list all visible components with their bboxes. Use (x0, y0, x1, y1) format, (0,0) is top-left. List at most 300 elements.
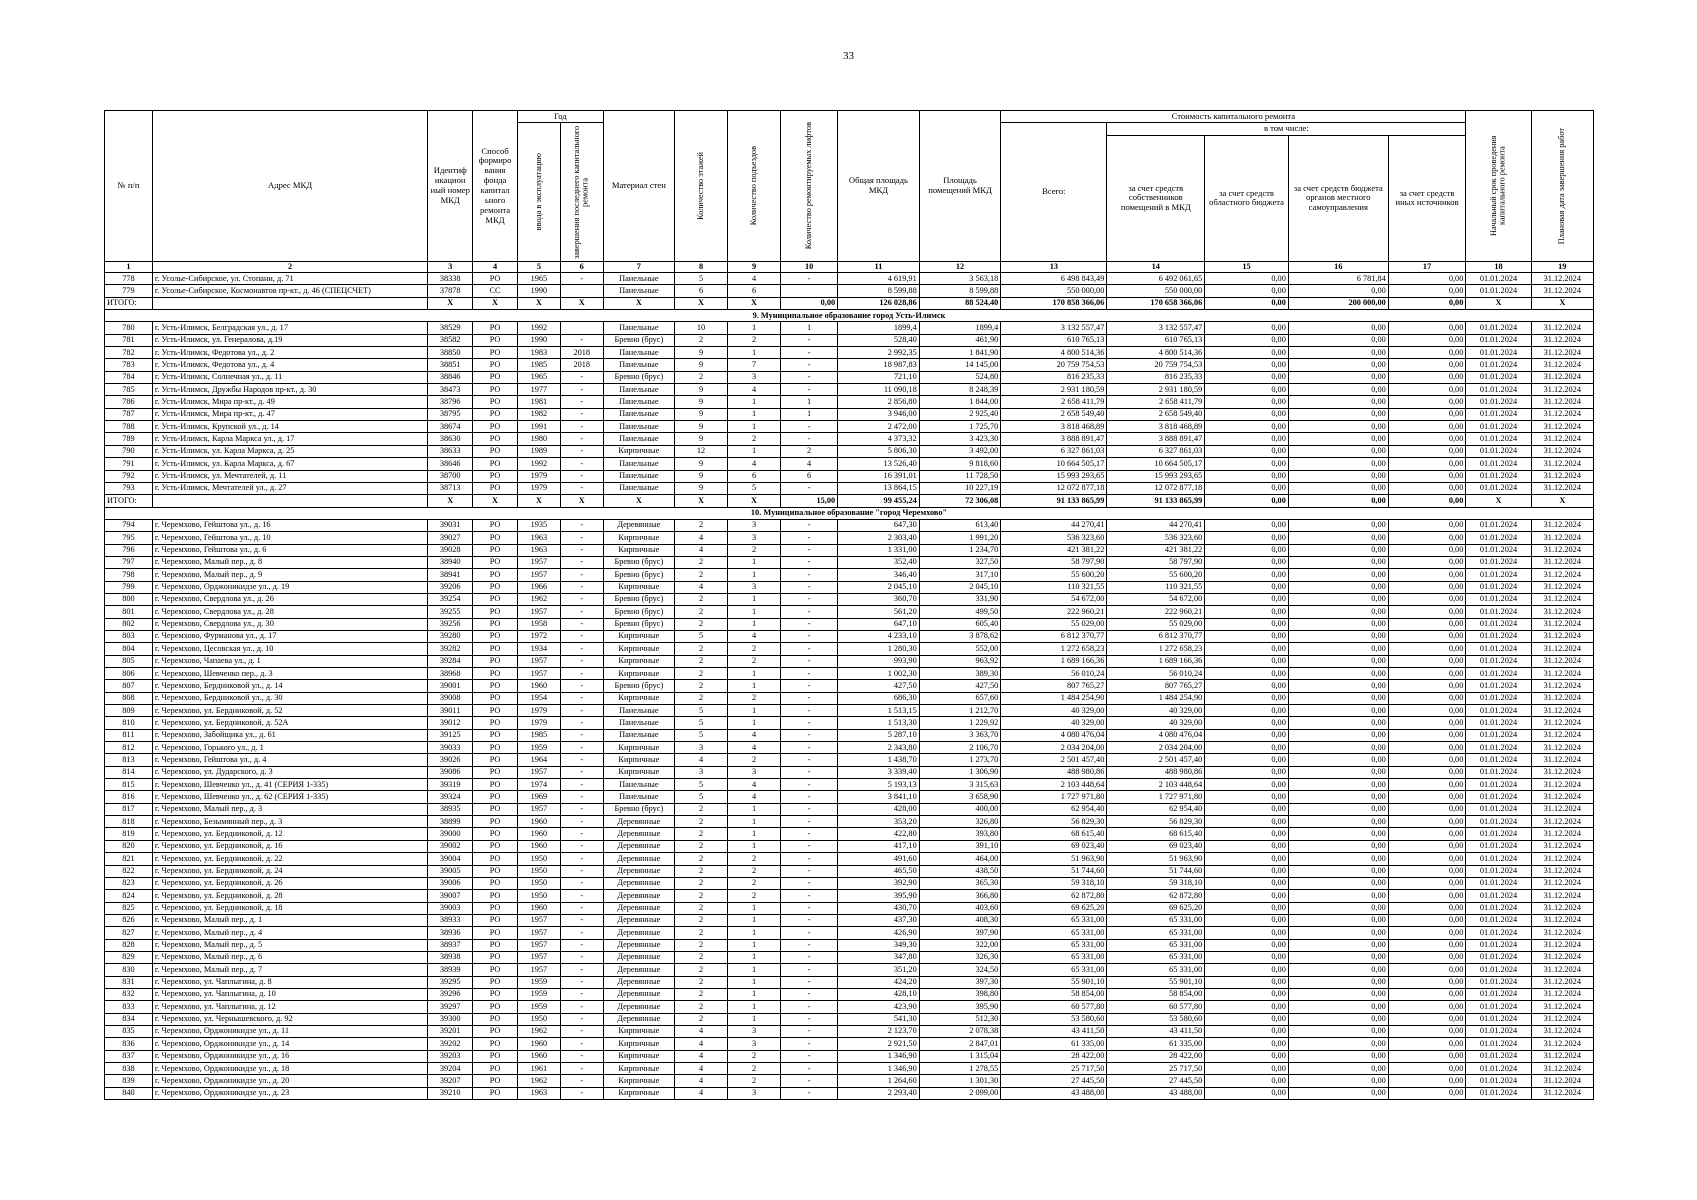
table-cell: 3 423,30 (919, 433, 1001, 445)
table-cell: 1934 (517, 643, 560, 655)
table-cell: РО (473, 421, 518, 433)
table-cell: 2 (675, 988, 728, 1000)
table-cell: РО (473, 988, 518, 1000)
table-cell: 31.12.2024 (1531, 853, 1593, 865)
table-cell: 2 343,80 (838, 742, 920, 754)
table-cell: РО (473, 1050, 518, 1062)
table-cell: 31.12.2024 (1531, 939, 1593, 951)
table-cell: 31.12.2024 (1531, 976, 1593, 988)
address-cell: г. Черемхово, Свердлова ул., д. 28 (152, 606, 427, 618)
table-cell: 31.12.2024 (1531, 532, 1593, 544)
column-number: 11 (838, 262, 920, 273)
table-row (105, 853, 1594, 865)
table-cell: 1991 (517, 421, 560, 433)
table-cell: 4 (675, 1087, 728, 1099)
table-row (105, 951, 1594, 963)
table-cell: 1972 (517, 630, 560, 642)
total-cell: 91 133 865,99 (1107, 495, 1205, 507)
table-cell: 01.01.2024 (1466, 951, 1531, 963)
table-cell: Деревянные (603, 902, 674, 914)
table-cell: 31.12.2024 (1531, 729, 1593, 741)
table-cell: 1950 (517, 877, 560, 889)
table-cell: 13 864,15 (838, 482, 920, 494)
address-cell: г. Усть-Илимск, Федотова ул., д. 2 (152, 347, 427, 359)
table-cell: - (781, 717, 838, 729)
table-cell: - (781, 951, 838, 963)
table-cell: 1 272 658,23 (1001, 643, 1107, 655)
table-cell: Бревно (брус) (603, 556, 674, 568)
table-cell: 0,00 (1388, 556, 1466, 568)
table-cell: 0,00 (1388, 285, 1466, 297)
table-cell: 39007 (428, 890, 473, 902)
table-cell: 44 270,41 (1001, 519, 1107, 531)
total-cell: 0,00 (1288, 495, 1388, 507)
table-cell: 0,00 (1288, 322, 1388, 334)
table-cell: - (560, 853, 603, 865)
table-cell: - (560, 865, 603, 877)
address-cell: г. Черемхово, ул. Дударского, д. 3 (152, 766, 427, 778)
table-cell: 43 488,00 (1001, 1087, 1107, 1099)
table-cell: 5 (675, 705, 728, 717)
table-cell: 813 (105, 754, 153, 766)
table-cell: 39008 (428, 692, 473, 704)
table-cell: 14 145,00 (919, 359, 1001, 371)
table-cell: 39004 (428, 853, 473, 865)
table-cell: Панельные (603, 779, 674, 791)
table-cell: 2 658 549,40 (1107, 408, 1205, 420)
table-cell: 1981 (517, 396, 560, 408)
table-cell: 01.01.2024 (1466, 1025, 1531, 1037)
table-cell: 1979 (517, 705, 560, 717)
table-cell: 39204 (428, 1063, 473, 1075)
address-cell: г. Черемхово, Бердниковой ул., д. 30 (152, 692, 427, 704)
column-number: 2 (152, 262, 427, 273)
table-cell: 647,10 (838, 618, 920, 630)
table-cell: 398,80 (919, 988, 1001, 1000)
table-cell: Панельные (603, 729, 674, 741)
table-cell: Кирпичные (603, 445, 674, 457)
table-cell: 39000 (428, 828, 473, 840)
table-row (105, 976, 1594, 988)
header-col-12: Площадь помещений МКД (919, 111, 1001, 262)
table-cell: 1979 (517, 470, 560, 482)
table-cell: 3 132 557,47 (1001, 322, 1107, 334)
address-cell: г. Усть-Илимск, ул. Мечтателей, д. 11 (152, 470, 427, 482)
table-row (105, 569, 1594, 581)
table-cell: 0,00 (1288, 396, 1388, 408)
table-cell: 31.12.2024 (1531, 519, 1593, 531)
table-cell: 0,00 (1205, 877, 1289, 889)
table-cell: Панельные (603, 408, 674, 420)
table-cell: 38633 (428, 445, 473, 457)
table-cell: 0,00 (1288, 754, 1388, 766)
table-cell: 9 (675, 347, 728, 359)
table-cell: 0,00 (1205, 347, 1289, 359)
total-cell: Х (728, 495, 781, 507)
table-cell: Панельные (603, 791, 674, 803)
table-cell: 461,90 (919, 334, 1001, 346)
total-cell: 126 028,86 (838, 297, 920, 309)
table-cell: Бревно (брус) (603, 618, 674, 630)
table-cell: 1957 (517, 655, 560, 667)
table-cell: - (781, 865, 838, 877)
table-cell: 0,00 (1388, 445, 1466, 457)
table-cell: 0,00 (1288, 692, 1388, 704)
table-cell: 01.01.2024 (1466, 1075, 1531, 1087)
table-cell: 647,30 (838, 519, 920, 531)
table-cell: 1 689 166,36 (1107, 655, 1205, 667)
table-cell: - (781, 482, 838, 494)
table-cell: 40 329,00 (1001, 705, 1107, 717)
table-cell: - (781, 593, 838, 605)
table-cell: 3 339,40 (838, 766, 920, 778)
table-cell: 1 (728, 927, 781, 939)
table-cell: - (560, 828, 603, 840)
table-cell: 0,00 (1205, 408, 1289, 420)
table-cell: 31.12.2024 (1531, 569, 1593, 581)
table-cell: - (781, 1001, 838, 1013)
table-cell: 1 841,90 (919, 347, 1001, 359)
table-cell: Панельные (603, 717, 674, 729)
table-cell: 2 (675, 964, 728, 976)
table-cell: 39031 (428, 519, 473, 531)
table-row (105, 421, 1594, 433)
table-row (105, 680, 1594, 692)
table-cell: 0,00 (1288, 285, 1388, 297)
table-cell: 1 (781, 322, 838, 334)
table-cell: - (560, 927, 603, 939)
column-number: 10 (781, 262, 838, 273)
table-cell: 2 (675, 877, 728, 889)
table-cell: 56 010,24 (1001, 668, 1107, 680)
table-cell: РО (473, 840, 518, 852)
table-cell: 01.01.2024 (1466, 877, 1531, 889)
table-cell: Бревно (брус) (603, 593, 674, 605)
table-cell: 1957 (517, 951, 560, 963)
table-cell: 2 (675, 655, 728, 667)
table-cell: 1 (728, 988, 781, 1000)
table-cell: 1957 (517, 939, 560, 951)
table-cell: 12 072 877,18 (1001, 482, 1107, 494)
table-cell: 829 (105, 951, 153, 963)
table-cell: 0,00 (1388, 1087, 1466, 1099)
table-cell: - (560, 606, 603, 618)
table-cell: 2 106,70 (919, 742, 1001, 754)
table-cell: 31.12.2024 (1531, 914, 1593, 926)
table-cell: 0,00 (1205, 988, 1289, 1000)
table-cell: 1959 (517, 988, 560, 1000)
table-cell: 324,50 (919, 964, 1001, 976)
total-cell: Х (603, 495, 674, 507)
table-cell: 27 445,50 (1001, 1075, 1107, 1087)
table-cell: 6 812 370,77 (1107, 630, 1205, 642)
table-cell: 54 672,00 (1107, 593, 1205, 605)
table-cell: 0,00 (1205, 322, 1289, 334)
table-row (105, 1050, 1594, 1062)
total-cell: Х (603, 297, 674, 309)
table-cell: 31.12.2024 (1531, 1038, 1593, 1050)
table-cell: - (781, 791, 838, 803)
section-row (105, 310, 1594, 322)
table-cell: 2 472,00 (838, 421, 920, 433)
table-cell: - (781, 421, 838, 433)
address-cell: г. Черемхово, Цесовская ул., д. 10 (152, 643, 427, 655)
address-cell: г. Черемхово, Малый пер., д. 3 (152, 803, 427, 815)
table-cell: РО (473, 643, 518, 655)
table-cell: 0,00 (1205, 445, 1289, 457)
table-cell: 488 980,86 (1001, 766, 1107, 778)
table-cell: 11 728,50 (919, 470, 1001, 482)
table-cell: 0,00 (1388, 717, 1466, 729)
table-cell: 3 563,18 (919, 273, 1001, 285)
table-cell: 61 335,00 (1107, 1038, 1205, 1050)
table-cell: 3 878,62 (919, 630, 1001, 642)
table-cell: 0,00 (1388, 705, 1466, 717)
table-cell: 815 (105, 779, 153, 791)
table-cell: 423,90 (838, 1001, 920, 1013)
table-cell: 1963 (517, 1087, 560, 1099)
table-cell: 39296 (428, 988, 473, 1000)
table-cell: 4 (728, 729, 781, 741)
table-cell: 1960 (517, 840, 560, 852)
address-cell: г. Черемхово, ул. Бердниковой, д. 22 (152, 853, 427, 865)
table-cell: 4 619,91 (838, 273, 920, 285)
header-col-1: № п/п (105, 111, 153, 262)
table-cell: 1982 (517, 408, 560, 420)
table-cell: 3 818 468,89 (1107, 421, 1205, 433)
table-cell: 65 331,00 (1001, 927, 1107, 939)
column-number: 6 (560, 262, 603, 273)
table-cell: 0,00 (1288, 470, 1388, 482)
table-cell: 0,00 (1205, 840, 1289, 852)
table-cell: 1 331,00 (838, 544, 920, 556)
header-col-19: Плановая дата завершения работ (1531, 111, 1593, 262)
table-cell: 0,00 (1288, 803, 1388, 815)
address-cell: г. Черемхово, ул. Чаплыгина, д. 8 (152, 976, 427, 988)
table-cell: - (781, 668, 838, 680)
table-cell: 28 422,00 (1001, 1050, 1107, 1062)
table-cell: 222 960,21 (1107, 606, 1205, 618)
table-cell: 2 856,80 (838, 396, 920, 408)
table-cell: 0,00 (1205, 1050, 1289, 1062)
table-row (105, 1087, 1594, 1099)
table-cell: 1963 (517, 532, 560, 544)
table-cell: 2 (728, 655, 781, 667)
table-cell: - (560, 421, 603, 433)
table-cell: 832 (105, 988, 153, 1000)
table-cell: - (781, 433, 838, 445)
table-cell: - (781, 1087, 838, 1099)
table-cell: 2 (675, 569, 728, 581)
table-cell: 31.12.2024 (1531, 359, 1593, 371)
total-cell: 0,00 (781, 297, 838, 309)
address-cell: г. Черемхово, ул. Чаплыгина, д. 10 (152, 988, 427, 1000)
table-cell: 44 270,41 (1107, 519, 1205, 531)
table-cell: - (560, 964, 603, 976)
table-cell: - (781, 359, 838, 371)
table-cell: 38899 (428, 816, 473, 828)
table-cell: 0,00 (1288, 680, 1388, 692)
table-cell: 826 (105, 914, 153, 926)
total-cell: 170 658 366,06 (1107, 297, 1205, 309)
table-cell: - (560, 408, 603, 420)
table-cell: 31.12.2024 (1531, 1050, 1593, 1062)
table-cell: 01.01.2024 (1466, 569, 1531, 581)
table-cell: 331,90 (919, 593, 1001, 605)
table-cell: - (560, 384, 603, 396)
table-cell: РО (473, 569, 518, 581)
table-cell: 1 484 254,90 (1001, 692, 1107, 704)
table-cell: Кирпичные (603, 532, 674, 544)
address-cell: г. Черемхово, Чапаева ул., д. 1 (152, 655, 427, 667)
table-cell: 421 381,22 (1107, 544, 1205, 556)
table-cell: 18 987,83 (838, 359, 920, 371)
header-col-7: Материал стен (603, 111, 674, 262)
table-cell: РО (473, 754, 518, 766)
table-cell: 0,00 (1288, 742, 1388, 754)
table-cell: РО (473, 779, 518, 791)
table-cell: - (781, 988, 838, 1000)
table-cell: 2 (675, 902, 728, 914)
table-cell: 1 (728, 840, 781, 852)
table-cell: 5 193,13 (838, 779, 920, 791)
total-cell: Х (1466, 297, 1531, 309)
table-cell: 6 (728, 285, 781, 297)
table-cell: 403,60 (919, 902, 1001, 914)
total-cell: 88 524,40 (919, 297, 1001, 309)
table-cell: 0,00 (1288, 359, 1388, 371)
table-cell: 31.12.2024 (1531, 347, 1593, 359)
table-cell: Бревно (брус) (603, 569, 674, 581)
table-cell: 01.01.2024 (1466, 742, 1531, 754)
table-cell: - (560, 766, 603, 778)
table-cell: 465,50 (838, 865, 920, 877)
table-cell: 778 (105, 273, 153, 285)
table-cell: 55 029,00 (1001, 618, 1107, 630)
table-cell: 2 103 448,64 (1001, 779, 1107, 791)
table-cell: 326,30 (919, 951, 1001, 963)
table-cell: 1950 (517, 865, 560, 877)
table-cell: 807 765,27 (1001, 680, 1107, 692)
table-cell: 4 (728, 779, 781, 791)
table-cell: 0,00 (1388, 322, 1466, 334)
table-cell: 421 381,22 (1001, 544, 1107, 556)
table-cell: 65 331,00 (1001, 939, 1107, 951)
table-cell: 2 (728, 853, 781, 865)
table-cell: 01.01.2024 (1466, 655, 1531, 667)
table-cell: РО (473, 630, 518, 642)
table-cell: 15 993 293,65 (1107, 470, 1205, 482)
table-cell: 0,00 (1288, 556, 1388, 568)
table-cell: Панельные (603, 285, 674, 297)
table-cell: - (560, 803, 603, 815)
table-cell: 60 577,80 (1107, 1001, 1205, 1013)
table-cell: 3 841,10 (838, 791, 920, 803)
table-cell: 39295 (428, 976, 473, 988)
table-cell: - (560, 519, 603, 531)
table-cell: 8 599,88 (919, 285, 1001, 297)
table-cell: 830 (105, 964, 153, 976)
table-cell: 536 323,60 (1001, 532, 1107, 544)
table-cell: 426,90 (838, 927, 920, 939)
table-cell: 01.01.2024 (1466, 717, 1531, 729)
table-cell: - (781, 742, 838, 754)
address-cell: г. Черемхово, Забойщика ул., д. 61 (152, 729, 427, 741)
table-cell: 7 (728, 359, 781, 371)
table-cell: 2 (728, 1075, 781, 1087)
table-cell: 4 080 476,04 (1107, 729, 1205, 741)
table-cell: 31.12.2024 (1531, 890, 1593, 902)
table-cell: 0,00 (1288, 976, 1388, 988)
table-cell: 0,00 (1205, 668, 1289, 680)
table-cell (560, 285, 603, 297)
capital-repair-table (104, 110, 1594, 1100)
table-cell: 1 002,30 (838, 668, 920, 680)
table-cell: 1 (728, 828, 781, 840)
table-row (105, 655, 1594, 667)
table-row (105, 396, 1594, 408)
header-cost: Стоимость капитального ремонта (1001, 111, 1466, 123)
address-cell: г. Черемхово, Орджоникидзе ул., д. 20 (152, 1075, 427, 1087)
table-cell: 1950 (517, 1013, 560, 1025)
table-cell: 0,00 (1205, 902, 1289, 914)
table-cell: Кирпичные (603, 643, 674, 655)
table-cell: 01.01.2024 (1466, 643, 1531, 655)
table-cell: - (560, 458, 603, 470)
table-cell: 1 438,70 (838, 754, 920, 766)
table-cell: 0,00 (1288, 840, 1388, 852)
table-cell: 0,00 (1288, 421, 1388, 433)
table-cell: 10 (675, 322, 728, 334)
table-cell: 31.12.2024 (1531, 791, 1593, 803)
table-cell: 0,00 (1288, 458, 1388, 470)
table-row (105, 865, 1594, 877)
table-cell: 0,00 (1388, 680, 1466, 692)
table-cell: 791 (105, 458, 153, 470)
table-cell: 317,10 (919, 569, 1001, 581)
table-cell: 39255 (428, 606, 473, 618)
table-cell: 68 615,40 (1107, 828, 1205, 840)
table-cell: 39027 (428, 532, 473, 544)
table-cell: 1 315,04 (919, 1050, 1001, 1062)
table-cell: 0,00 (1288, 371, 1388, 383)
table-cell: 0,00 (1388, 951, 1466, 963)
table-cell: 0,00 (1205, 519, 1289, 531)
table-cell: 0,00 (1205, 532, 1289, 544)
table-row (105, 359, 1594, 371)
table-cell: 2 931 180,59 (1001, 384, 1107, 396)
table-cell: 1 264,60 (838, 1075, 920, 1087)
table-cell: - (560, 273, 603, 285)
table-row (105, 606, 1594, 618)
table-cell: РО (473, 914, 518, 926)
table-cell: 801 (105, 606, 153, 618)
table-cell: 0,00 (1205, 1075, 1289, 1087)
table-cell: - (560, 655, 603, 667)
table-cell: Панельные (603, 347, 674, 359)
total-cell: 91 133 865,99 (1001, 495, 1107, 507)
table-cell: 2 658 549,40 (1001, 408, 1107, 420)
table-cell: Деревянные (603, 988, 674, 1000)
table-cell: Панельные (603, 421, 674, 433)
section-row (105, 507, 1594, 519)
table-cell: РО (473, 816, 518, 828)
table-cell: - (781, 803, 838, 815)
table-cell: - (560, 371, 603, 383)
table-cell: Панельные (603, 273, 674, 285)
table-cell: 0,00 (1205, 544, 1289, 556)
table-cell: 0,00 (1388, 914, 1466, 926)
